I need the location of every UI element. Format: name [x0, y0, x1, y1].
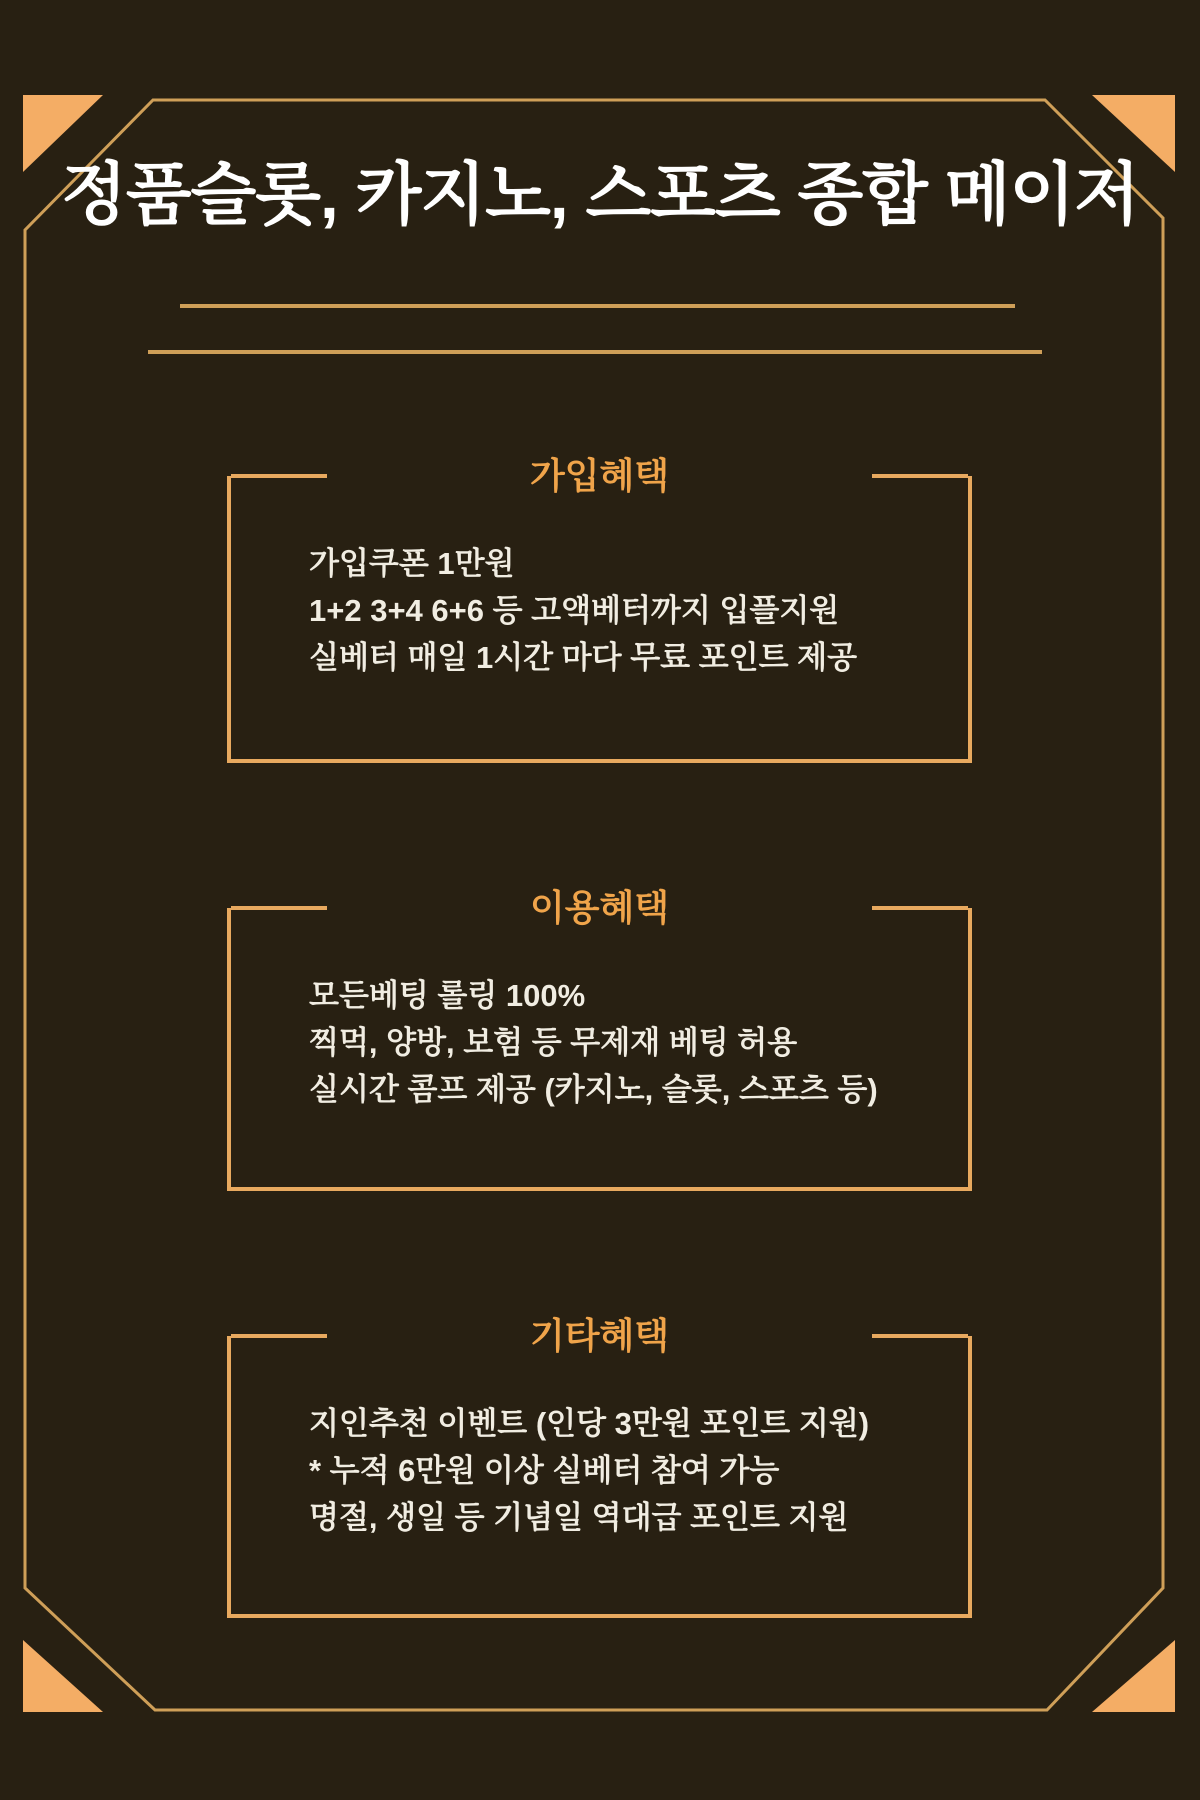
section-usage-benefits — [227, 887, 972, 1191]
benefit-line: 모든베팅 롤링 100% — [309, 978, 586, 1013]
section-body — [309, 540, 948, 681]
benefit-line: 가입쿠폰 1만원 — [309, 546, 515, 581]
section-heading: 가입혜택 — [529, 455, 670, 496]
benefit-line: 1+2 3+4 6+6 등 고액베터까지 입플지원 — [309, 593, 840, 628]
title-divider-top — [180, 304, 1015, 308]
title-divider-bottom — [148, 350, 1042, 354]
page-title: 정품슬롯, 카지노, 스포츠 종합 메이저 — [61, 157, 1139, 233]
section-heading: 이용혜택 — [529, 887, 670, 928]
section-other-benefits — [227, 1315, 972, 1618]
benefit-line: 찍먹, 양방, 보험 등 무제재 베팅 허용 — [309, 1025, 798, 1060]
benefit-line: * 누적 6만원 이상 실베터 참여 가능 — [309, 1453, 780, 1488]
section-body — [309, 1400, 948, 1541]
benefit-line: 실베터 매일 1시간 마다 무료 포인트 제공 — [309, 640, 858, 675]
benefit-line: 명절, 생일 등 기념일 역대급 포인트 지원 — [309, 1500, 849, 1535]
section-heading: 기타혜택 — [529, 1315, 670, 1356]
section-body — [309, 972, 948, 1113]
section-signup-benefits — [227, 455, 972, 763]
benefit-line: 실시간 콤프 제공 (카지노, 슬롯, 스포츠 등) — [309, 1072, 878, 1107]
benefit-line: 지인추천 이벤트 (인당 3만원 포인트 지원) — [309, 1406, 870, 1441]
